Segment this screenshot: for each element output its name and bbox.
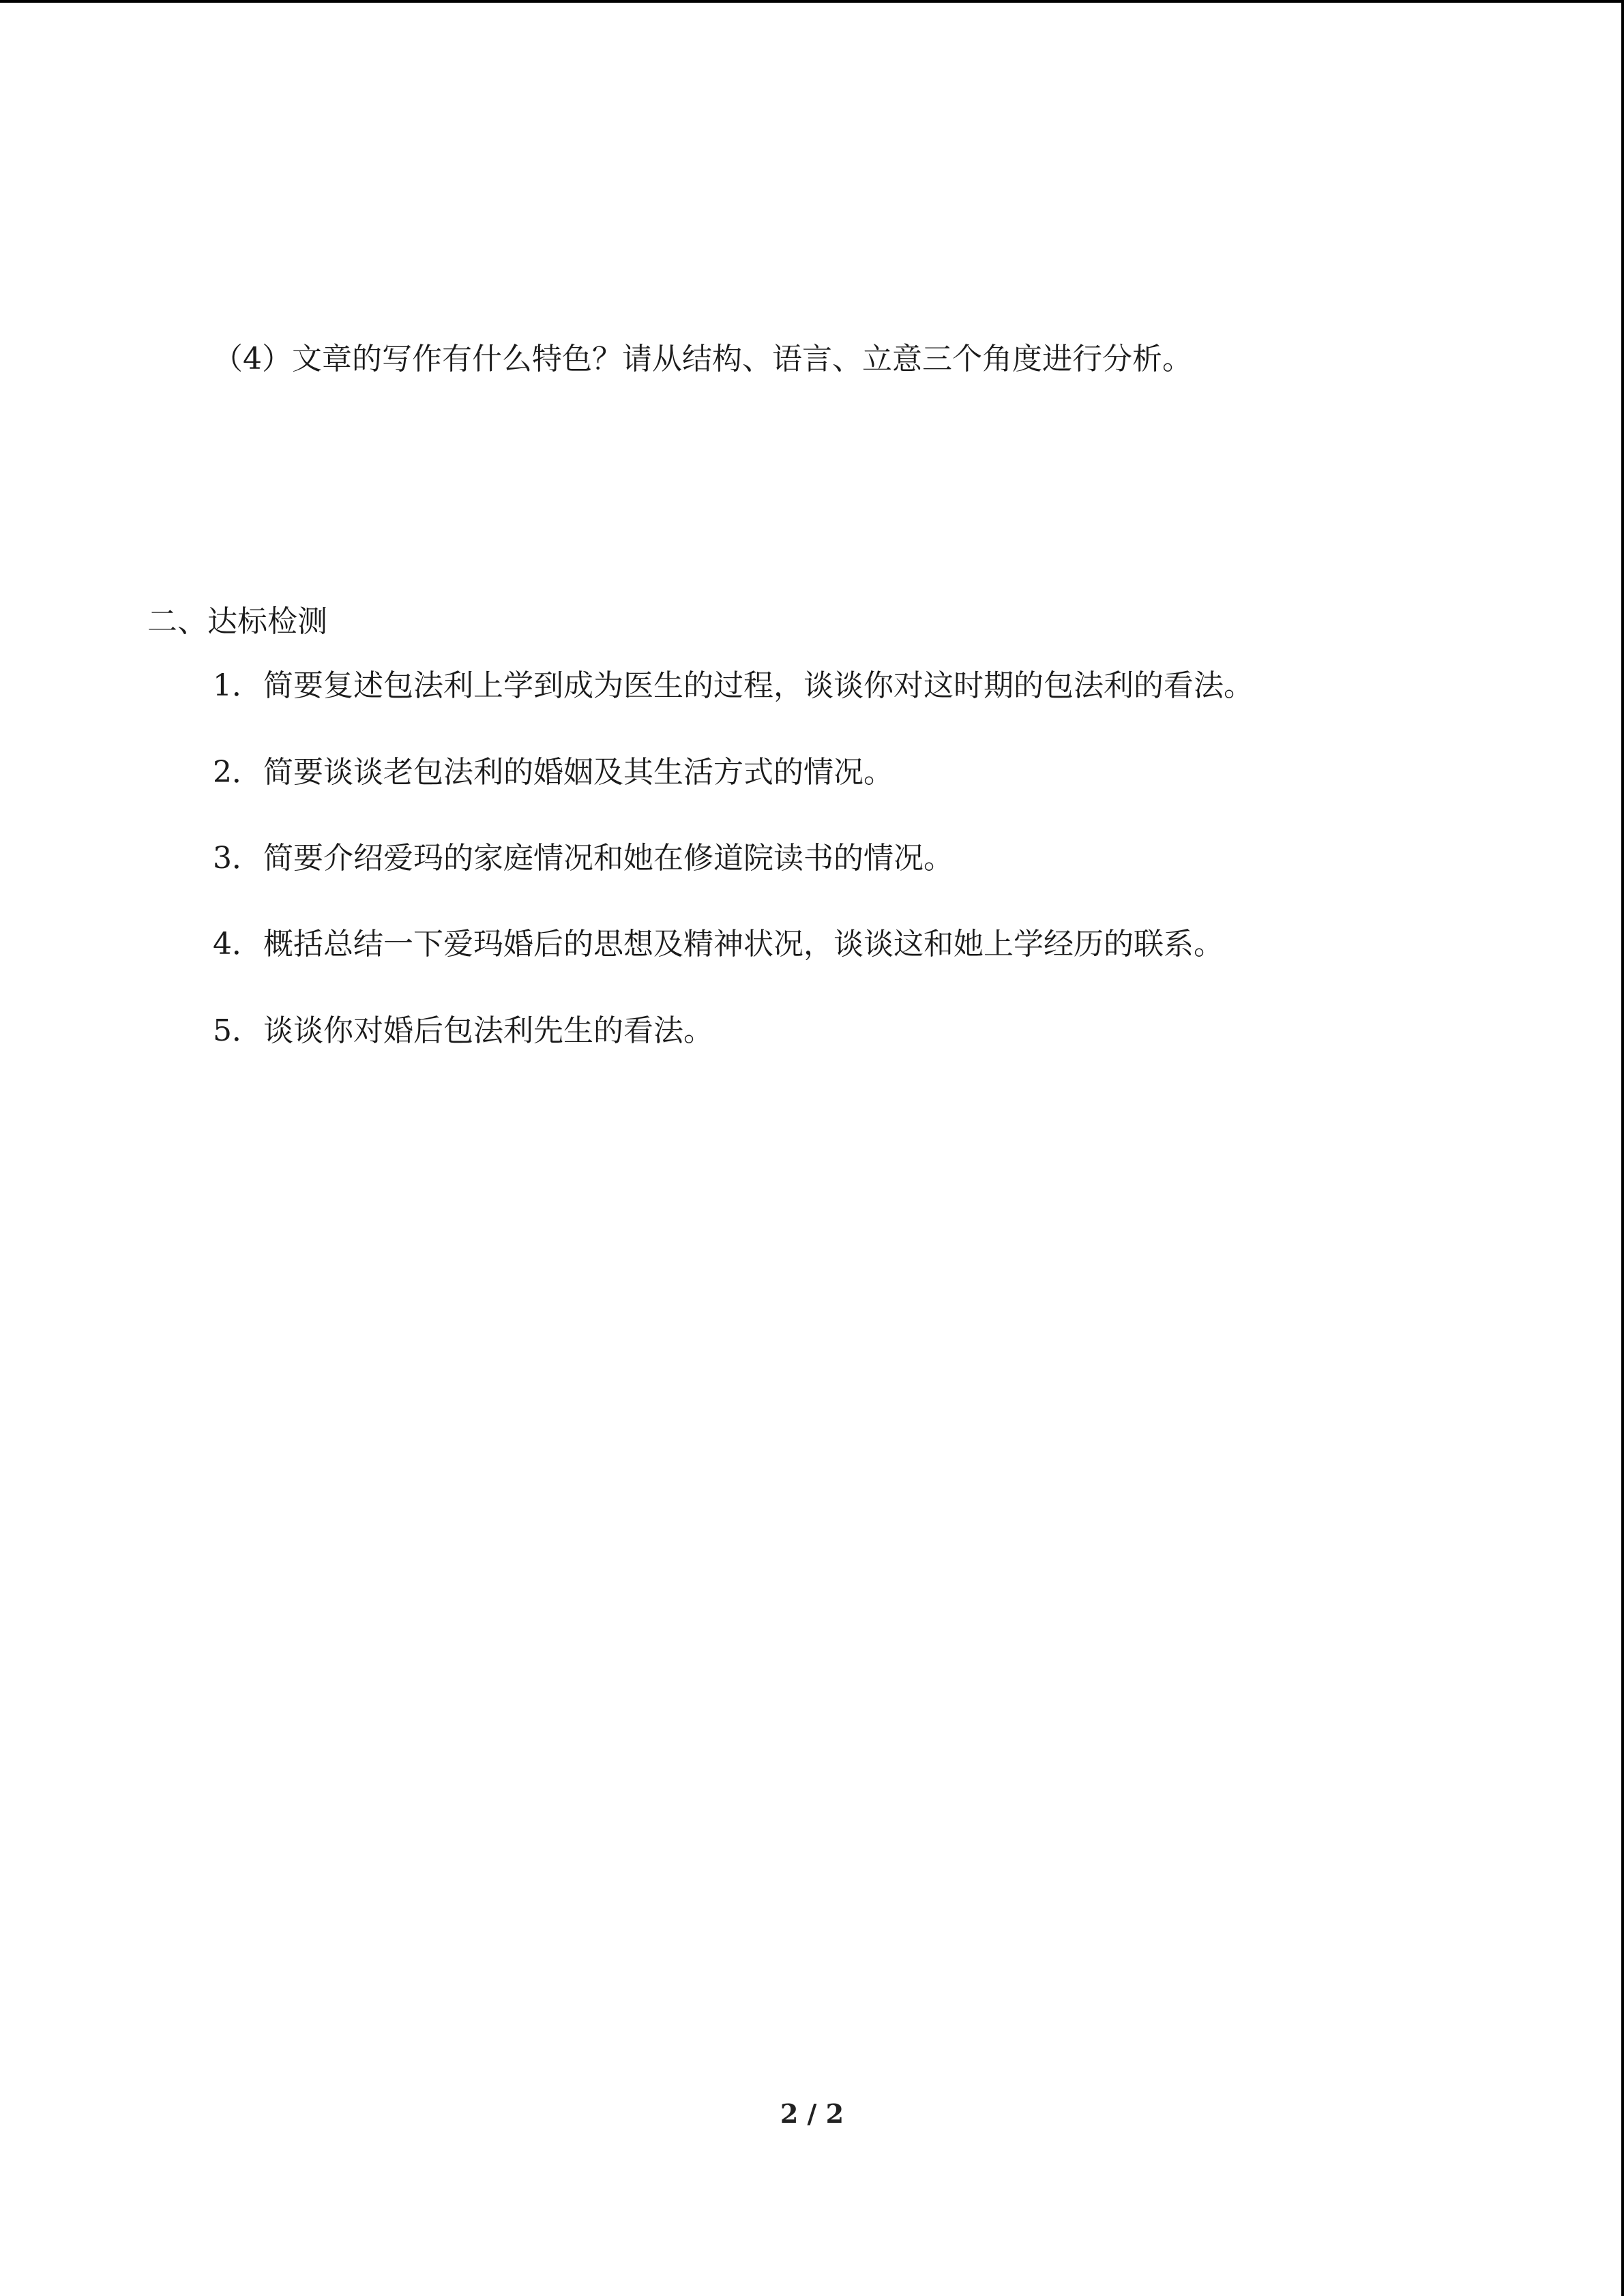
item-number: 4． xyxy=(213,927,262,961)
item-number: 5． xyxy=(213,1013,262,1048)
question-4: （4）文章的写作有什么特色？请从结构、语言、立意三个角度进行分析。 xyxy=(213,342,1192,376)
item-number: 1． xyxy=(213,668,262,703)
item-text: 概括总结一下爱玛婚后的思想及精神状况，谈谈这和她上学经历的联系。 xyxy=(263,927,1224,961)
list-item xyxy=(213,666,1254,706)
item-number: 3． xyxy=(213,841,262,876)
list-item xyxy=(213,1011,713,1052)
list-item xyxy=(213,924,1224,965)
page-top-border xyxy=(0,0,1624,3)
list-item xyxy=(213,838,954,879)
item-text: 谈谈你对婚后包法利先生的看法。 xyxy=(263,1013,713,1048)
list-item xyxy=(213,752,894,793)
page-right-border xyxy=(1621,0,1624,2296)
section-heading: 二、达标检测 xyxy=(147,604,327,639)
item-text: 简要谈谈老包法利的婚姻及其生活方式的情况。 xyxy=(263,755,894,790)
item-number: 2． xyxy=(213,755,262,790)
page-number: 2 / 2 xyxy=(780,2098,844,2129)
item-text: 简要复述包法利上学到成为医生的过程，谈谈你对这时期的包法利的看法。 xyxy=(263,668,1254,703)
item-text: 简要介绍爱玛的家庭情况和她在修道院读书的情况。 xyxy=(263,841,954,876)
